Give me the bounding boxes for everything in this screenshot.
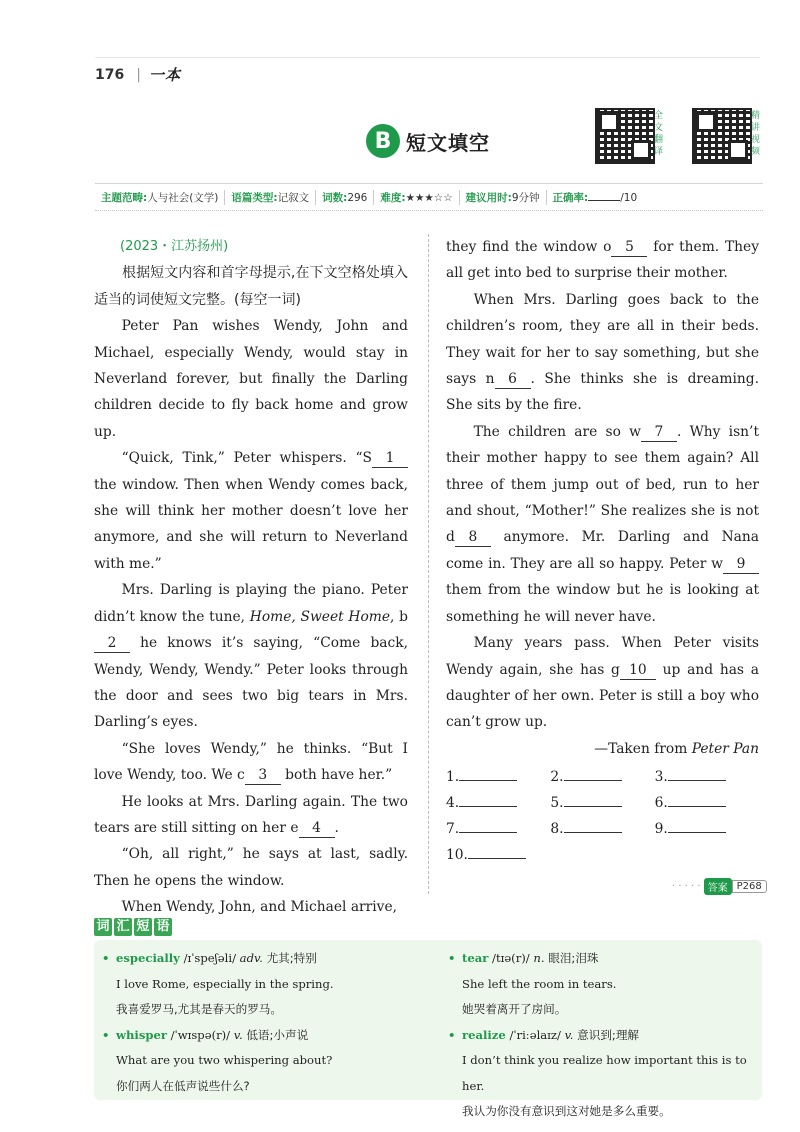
- passage-instructions: 根据短文内容和首字母提示,在下文空格处填入适当的词使短文完整。(每空一词): [94, 265, 408, 308]
- blank-3[interactable]: 3: [245, 766, 281, 785]
- vocab-entry-realize: • realize /ˈriːəlaɪz/ v. 意识到;理解: [448, 1027, 640, 1042]
- paragraph-4: “She loves Wendy,” he thinks. “But I love Wendy, too. We c 3 both have her.”: [94, 740, 408, 784]
- vocab-entry-whisper: • whisper /ˈwɪspə(r)/ v. 低语;小声说: [102, 1027, 309, 1042]
- answer-1[interactable]: 1.: [446, 764, 550, 790]
- paragraph-7-cont: they find the window o 5 for them. They all get into bed to surprise their mother.: [446, 239, 760, 282]
- vocab-entry-especially: • especially /ɪˈspeʃəli/ adv. 尤其;特别: [102, 951, 317, 965]
- vocab-example-zh: 我认为你没有意识到这对她是多么重要。: [462, 1104, 671, 1118]
- top-rule: [95, 57, 760, 58]
- header-separator: |: [136, 66, 141, 83]
- info-accuracy: 正确率: /10: [552, 191, 638, 204]
- section-badge: B: [366, 124, 400, 158]
- vocab-example-zh: 她哭着离开了房间。: [462, 1002, 567, 1016]
- paragraph-8: When Mrs. Darling goes back to the children’s room, they are all in their beds. They wait for her to say something, but she says n 6 . She thinks she is dreaming. She sits by the fire.: [446, 291, 760, 414]
- vocab-right-column: [446, 946, 762, 1125]
- paragraph-2: “Quick, Tink,” Peter whispers. “S 1 the window. Then when Wendy comes back, she will think her mother doesn’t love her anymore, and she will return to Neverland with me.”: [94, 450, 408, 572]
- answer-3[interactable]: 3.: [655, 764, 759, 790]
- page-header: [95, 64, 181, 85]
- attribution: —Taken from Peter Pan: [594, 740, 759, 757]
- answer-reference[interactable]: [672, 878, 767, 895]
- section-heading: [366, 124, 490, 158]
- answer-tag: 答案: [704, 878, 732, 895]
- passage-right-column: [446, 234, 759, 762]
- answer-10[interactable]: 10.: [446, 842, 554, 868]
- vocab-example-en: I love Rome, especially in the spring.: [116, 976, 334, 991]
- vocab-title: 词 汇 短 语: [94, 918, 174, 936]
- qr-label-translation: 全 文 翻 译: [654, 111, 664, 157]
- brand-logo: 一本: [148, 66, 181, 84]
- info-genre: 语篇类型:记叙文: [225, 190, 316, 205]
- paragraph-9: The children are so w 7 . Why isn’t their mother happy to see them again? All three of them jump out of bed, run to her and shout, “Mother!” She realizes she is not d 8 anymore. Mr. Darling and Nana come in. They are all so happy. Peter w 9 them from the window but he is looking at something he will never have.: [446, 423, 759, 625]
- paragraph-1: Peter Pan wishes Wendy, John and Michael, especially Wendy, would stay in Neverland forever, but finally the Darling children decide to fly back home and grow up.: [94, 318, 408, 440]
- paragraph-6: “Oh, all right,” he says at last, sadly. Then he opens the window.: [94, 846, 408, 889]
- passage-left-column: [94, 234, 408, 921]
- paragraph-5: He looks at Mrs. Darling again. The two tears are still sitting on her e 4 .: [94, 793, 408, 836]
- blank-9[interactable]: 9: [723, 555, 759, 574]
- vocab-entry-tear: • tear /tɪə(r)/ n. 眼泪;泪珠: [448, 951, 599, 965]
- answer-8[interactable]: 8.: [550, 816, 654, 842]
- column-divider: [428, 234, 429, 894]
- info-word-count: 词数:296: [316, 190, 374, 205]
- paragraph-10: Many years pass. When Peter visits Wendy again, she has g 10 up and has a daughter of her own. Peter is still a boy who can’t grow up.: [446, 635, 759, 731]
- blank-6[interactable]: 6: [495, 370, 531, 389]
- section-title: 短文填空: [406, 130, 490, 155]
- answer-2[interactable]: 2.: [550, 764, 654, 790]
- page-number: 176: [95, 66, 125, 83]
- paragraph-3: Mrs. Darling is playing the piano. Peter didn’t know the tune, Home, Sweet Home, b2 he knows it’s saying, “Come back, Wendy, Wendy, Wendy.” Peter looks through the door and sees two big tears in Mrs. Darling’s eyes.: [94, 582, 408, 731]
- ref-dots: · · · · ·: [672, 881, 701, 892]
- blank-2[interactable]: 2: [94, 634, 130, 653]
- vocab-example-zh: 我喜爱罗马,尤其是春天的罗马。: [116, 1002, 282, 1016]
- answer-7[interactable]: 7.: [446, 816, 550, 842]
- answer-page: P268: [732, 880, 767, 893]
- qr-code-video[interactable]: [692, 108, 752, 164]
- qr-code-translation[interactable]: [595, 108, 655, 164]
- info-theme: 主题范畴:人与社会(文学): [95, 190, 225, 205]
- answer-lines: [446, 764, 759, 868]
- paragraph-7-start: When Wendy, John, and Michael arrive,: [121, 899, 397, 916]
- info-difficulty: 难度:★★★☆☆: [374, 190, 459, 205]
- info-bar: [95, 183, 763, 211]
- answer-6[interactable]: 6.: [655, 790, 759, 816]
- blank-7[interactable]: 7: [641, 423, 677, 442]
- blank-4[interactable]: 4: [299, 819, 335, 838]
- vocab-example-en: I don’t think you realize how important this is to her.: [462, 1053, 747, 1093]
- answer-9[interactable]: 9.: [655, 816, 759, 842]
- answer-5[interactable]: 5.: [550, 790, 654, 816]
- answer-4[interactable]: 4.: [446, 790, 550, 816]
- qr-label-video: 精 讲 视 频: [751, 111, 761, 157]
- vocab-example-zh: 你们两人在低声说些什么?: [116, 1078, 250, 1093]
- info-time: 建议用时:9分钟: [460, 190, 547, 205]
- passage-source: (2023・江苏扬州): [120, 239, 229, 254]
- vocab-example-en: What are you two whispering about?: [116, 1053, 333, 1067]
- blank-5[interactable]: 5: [611, 238, 647, 257]
- blank-1[interactable]: 1: [372, 449, 408, 468]
- vocab-example-en: She left the room in tears.: [462, 976, 617, 991]
- blank-10[interactable]: 10: [620, 661, 656, 680]
- accuracy-blank[interactable]: [588, 191, 620, 201]
- vocab-left-column: [100, 946, 430, 1099]
- blank-8[interactable]: 8: [455, 528, 491, 547]
